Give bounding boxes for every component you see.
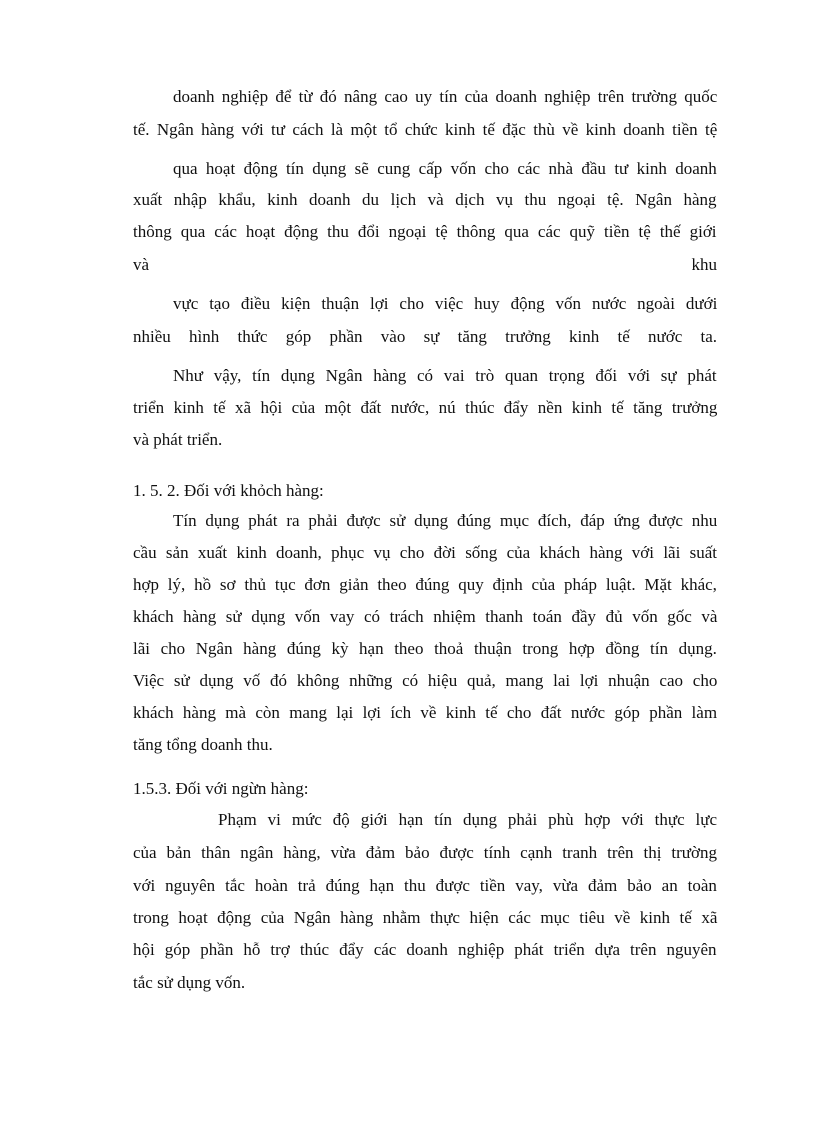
text-line: khách hàng sử dụng vốn vay có trách nhiệm thanh toán đầy đủ vốn gốc và: [133, 607, 718, 626]
section-heading-152: 1. 5. 2. Đối với khỏch hàng:: [133, 481, 324, 500]
text-line: tắc sử dụng vốn.: [133, 973, 246, 992]
section-heading-153: 1.5.3. Đối với ngừn hàng:: [133, 779, 309, 798]
text-line: xuất nhập khẩu, kinh doanh du lịch và dịch vụ thu ngoại tệ. Ngân hàng: [133, 190, 717, 209]
text-line: nhiều hình thức góp phần vào sự tăng trưởng kinh tế nước ta.: [133, 327, 718, 346]
text-line: doanh nghiệp để từ đó nâng cao uy tín của doanh nghiệp trên trường quốc: [173, 87, 718, 106]
text-line: hội góp phần hỗ trợ thúc đẩy các doanh nghiệp phát triển dựa trên nguyên: [133, 940, 717, 959]
text-line: qua hoạt động tín dụng sẽ cung cấp vốn cho các nhà đầu tư kinh doanh: [173, 159, 717, 178]
split-line-right: khu: [691, 255, 717, 274]
text-line: tế. Ngân hàng với tư cách là một tổ chức kinh tế đặc thù về kinh doanh tiền tệ: [133, 120, 718, 139]
text-line: với nguyên tắc hoàn trả đúng hạn thu được tiền vay, vừa đảm bảo an toàn: [133, 876, 717, 895]
split-line-left: và: [133, 255, 150, 274]
text-line: và phát triển.: [133, 430, 223, 449]
text-line: thông qua các hoạt động thu đổi ngoại tệ thông qua các quỹ tiền tệ thế giới: [133, 222, 717, 241]
text-line: Phạm vi mức độ giới hạn tín dụng phải phù hợp với thực lực: [218, 810, 718, 829]
split-line: [133, 254, 717, 276]
text-line: khách hàng mà còn mang lại lợi ích về kinh tế cho đất nước góp phần làm: [133, 703, 718, 722]
text-line: hợp lý, hồ sơ thủ tục đơn giản theo đúng quy định của pháp luật. Mặt khác,: [133, 575, 717, 594]
text-line: cầu sản xuất kinh doanh, phục vụ cho đời sống của khách hàng với lãi suất: [133, 543, 718, 562]
text-line: tăng tổng doanh thu.: [133, 735, 273, 754]
text-line: lãi cho Ngân hàng đúng kỳ hạn theo thoả thuận trong hợp đồng tín dụng.: [133, 639, 717, 658]
text-line: của bản thân ngân hàng, vừa đảm bảo được tính cạnh tranh trên thị trường: [133, 843, 717, 862]
text-line: trong hoạt động của Ngân hàng nhằm thực hiện các mục tiêu về kinh tế xã: [133, 908, 718, 927]
text-line: Việc sử dụng vố đó không những có hiệu quả, mang lai lợi nhuận cao cho: [133, 671, 718, 690]
text-line: Tín dụng phát ra phải được sử dụng đúng mục đích, đáp ứng được nhu: [173, 511, 718, 530]
text-line: vực tạo điều kiện thuận lợi cho việc huy động vốn nước ngoài dưới: [173, 294, 718, 313]
text-line: Như vậy, tín dụng Ngân hàng có vai trò quan trọng đối với sự phát: [173, 366, 717, 385]
text-line: triển kinh tế xã hội của một đất nước, nú thúc đẩy nền kinh tế tăng trưởng: [133, 398, 718, 417]
